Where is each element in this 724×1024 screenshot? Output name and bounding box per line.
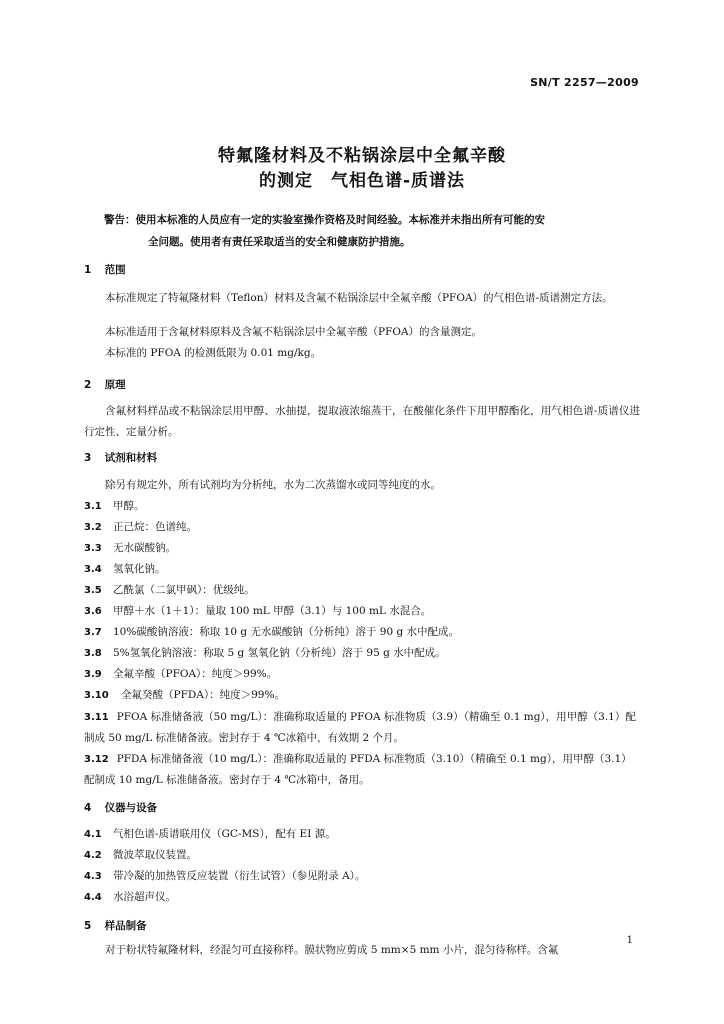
list-item (84, 707, 640, 749)
item-number: 3.1 (84, 501, 102, 512)
section-heading-2 (84, 377, 126, 392)
paragraph: 对于粉状特氟隆材料，经混匀可直接称样。膜状物应剪成 5 mm×5 mm 小片，混匀待称样。含氟 (105, 944, 559, 956)
list-item (84, 496, 640, 517)
item-number: 3.9 (84, 669, 102, 680)
list-item (84, 601, 640, 622)
item-number: 3.8 (84, 648, 102, 659)
item-number: 4.1 (84, 829, 102, 840)
section-title: 范围 (104, 264, 126, 276)
list-item (84, 664, 640, 685)
list-item (84, 622, 640, 643)
item-number: 3.5 (84, 585, 102, 596)
section-number: 2 (84, 379, 92, 391)
title-line-2: 的测定 气相色谱-质谱法 (258, 171, 466, 191)
section-title: 原理 (104, 379, 126, 391)
section-number: 3 (84, 452, 92, 464)
section-title: 样品制备 (104, 920, 147, 932)
section-heading-4 (84, 800, 157, 815)
item-text: PFOA 标准储备液（50 mg/L）：准确称取适量的 PFOA 标准物质（3.9）（精确至 0.1 mg），用甲醇（3.1）配制成 50 mg/L 标准储备液。密封存于 4 ℃冰箱中，有效期 2 个月。 (84, 711, 636, 744)
item-number: 4.4 (84, 892, 102, 903)
warning-block (104, 209, 649, 253)
item-number: 3.4 (84, 564, 102, 575)
item-text: 10%碳酸钠溶液：称取 10 g 无水碳酸钠（分析纯）溶于 90 g 水中配成。 (113, 626, 460, 638)
item-number: 4.3 (84, 871, 102, 882)
paragraph: 本标准的 PFOA 的检测低限为 0.01 mg/kg。 (105, 347, 322, 359)
section-title: 试剂和材料 (104, 452, 158, 464)
paragraph: 除另有规定外，所有试剂均为分析纯，水为二次蒸馏水或同等纯度的水。 (105, 479, 441, 491)
list-item (84, 580, 640, 601)
section-heading-5 (84, 918, 147, 933)
paragraph: 本标准适用于含氟材料原料及含氟不粘锅涂层中全氟辛酸（PFOA）的含量测定。 (105, 326, 483, 338)
item-number: 4.2 (84, 850, 102, 861)
item-number: 3.7 (84, 627, 102, 638)
item-text: 氢氧化钠。 (113, 563, 166, 575)
item-number: 3.3 (84, 543, 102, 554)
paragraph: 含氟材料样品或不粘锅涂层用甲醇、水抽提，提取液浓缩蒸干，在酸催化条件下用甲醇酯化，用气相色谱-质谱仪进行定性、定量分析。 (84, 405, 640, 438)
item-number: 3.11 (84, 712, 109, 723)
list-item (84, 845, 640, 866)
item-text: 带冷凝的加热管反应装置（衍生试管）（参见附录 A）。 (113, 870, 366, 882)
item-text: 水浴超声仪。 (113, 891, 176, 903)
paragraph: 本标准规定了特氟隆材料（Teflon）材料及含氟不粘锅涂层中全氟辛酸（PFOA）的气相色谱-质谱测定方法。 (105, 292, 613, 304)
page-number: 1 (626, 935, 633, 946)
item-text: 甲醇。 (113, 500, 145, 512)
list-item (84, 559, 640, 580)
list-item (84, 685, 640, 706)
item-text: 全氟癸酸（PFDA）：纯度＞99%。 (121, 689, 285, 701)
item-number: 3.10 (84, 690, 109, 701)
section-number: 1 (84, 264, 92, 276)
list-item (84, 866, 640, 887)
list-item (84, 538, 640, 559)
list-item (84, 643, 640, 664)
list-item (84, 749, 640, 791)
item-number: 3.6 (84, 606, 102, 617)
item-text: 全氟辛酸（PFOA）：纯度＞99%。 (113, 668, 278, 680)
list-item (84, 517, 640, 538)
title-line-1: 特氟隆材料及不粘锅涂层中全氟辛酸 (218, 146, 506, 166)
item-text: 甲醇＋水（1＋1）：量取 100 mL 甲醇（3.1）与 100 mL 水混合。 (113, 605, 432, 617)
document-number: SN/T 2257—2009 (530, 76, 639, 89)
item-text: 微波萃取仪装置。 (113, 849, 197, 861)
section-number: 5 (84, 920, 92, 932)
item-text: PFDA 标准储备液（10 mg/L）：准确称取适量的 PFDA 标准物质（3.10）（精确至 0.1 mg），用甲醇（3.1）配制成 10 mg/L 标准储备液。密封存于 4 ℃冰箱中，备用。 (84, 753, 632, 786)
section-heading-3 (84, 450, 157, 465)
section-number: 4 (84, 802, 92, 814)
item-text: 无水碳酸钠。 (113, 542, 176, 554)
item-text: 5%氢氧化钠溶液：称取 5 g 氢氧化钠（分析纯）溶于 95 g 水中配成。 (113, 647, 446, 659)
list-item (84, 887, 640, 908)
warning-line-2: 全问题。使用者有责任采取适当的安全和健康防护措施。 (148, 236, 411, 248)
warning-line-1: 警告：使用本标准的人员应有一定的实验室操作资格及时间经验。本标准并未指出所有可能的安 (104, 214, 545, 226)
item-text: 乙酰氯（二氯甲砜）：优级纯。 (113, 584, 255, 596)
section-heading-1 (84, 262, 126, 277)
item-number: 3.2 (84, 522, 102, 533)
item-number: 3.12 (84, 754, 109, 765)
item-text: 正己烷：色谱纯。 (113, 521, 197, 533)
list-item (84, 824, 640, 845)
item-text: 气相色谱-质谱联用仪（GC-MS），配有 EI 源。 (113, 828, 336, 840)
section-title: 仪器与设备 (104, 802, 158, 814)
